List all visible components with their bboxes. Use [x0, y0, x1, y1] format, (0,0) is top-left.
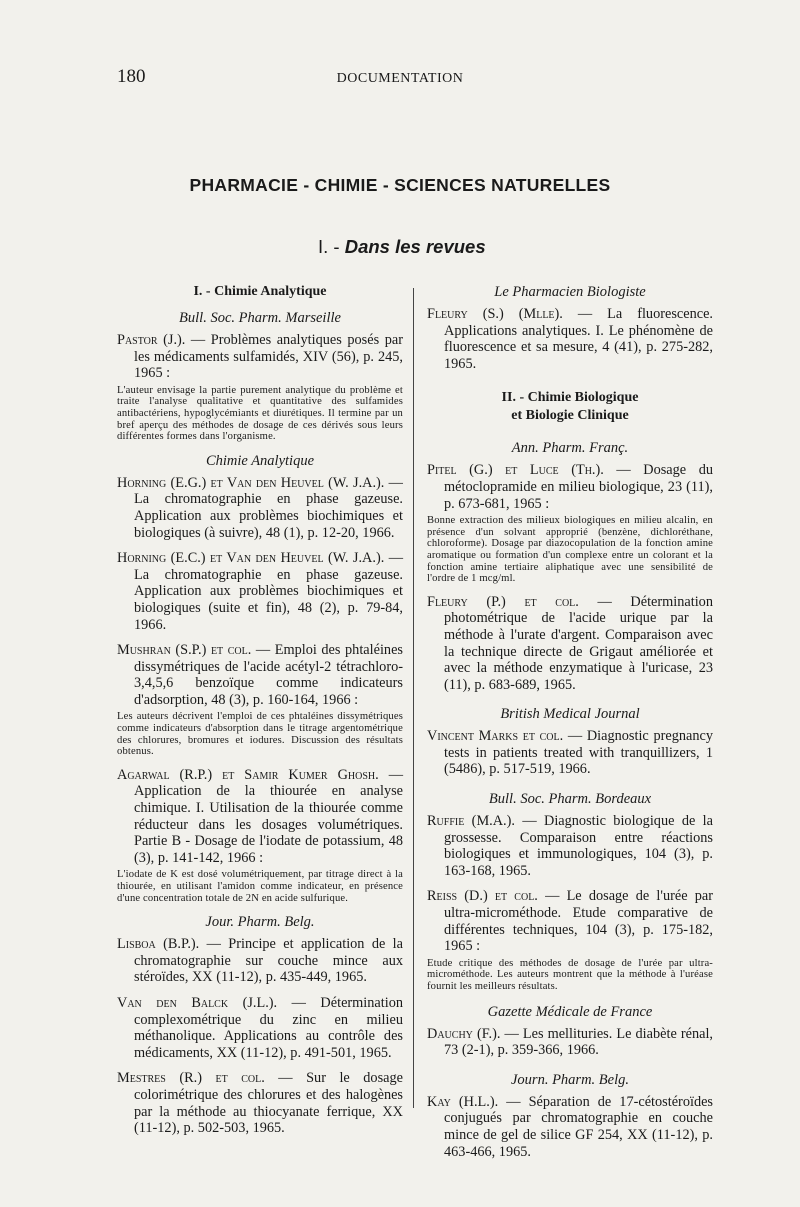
bibliography-entry	[117, 332, 403, 382]
entry-abstract: Etude critique des méthodes de dosage de l'urée par ultra-microméthode. Les auteurs montrent que la méthode à l'uréase fournit les meilleurs résultats.	[427, 957, 713, 992]
entry-text: — La chromatographie en phase gazeuse. Application aux problèmes biochimiques et biologiques (suite et fin), 48 (2), p. 79-84, 1966.	[134, 550, 404, 633]
entry-text: — Diagnostic pregnancy tests in patients treated with tranquillizers, 1 (5486), p. 517-519, 1966.	[444, 728, 713, 778]
journal-heading: Journ. Pharm. Belg.	[511, 1071, 629, 1088]
bibliography-entry	[427, 728, 713, 778]
journal-heading: Jour. Pharm. Belg.	[205, 914, 315, 931]
bibliography-entry	[117, 550, 403, 633]
entry-author: Mushran (S.P.) et col.	[117, 642, 252, 659]
entry-author: Agarwal (R.P.) et Samir Kumer Ghosh.	[117, 766, 379, 783]
entry-author: Dauchy (F.).	[427, 1025, 501, 1042]
entry-author: Horning (E.C.) et Van den Heuvel (W. J.A.).	[117, 550, 385, 567]
entry-author: Reiss (D.) et col.	[427, 888, 538, 905]
entry-author: Horning (E.G.) et Van den Heuvel (W. J.A.).	[117, 474, 385, 491]
entry-text: — Détermination photométrique de l'acide urique par la méthode à l'urate d'argent. Comparaison avec la technique directe de Grigaut améliorée et avec la méthode enzymatique à l'uricase, 23 (11), p. 683-689, 1965.	[444, 593, 713, 693]
bibliography-entry	[427, 462, 713, 512]
journal-heading: Bull. Soc. Pharm. Marseille	[179, 310, 341, 326]
entry-text: — Détermination complexométrique du zinc en milieu méthanolique. Applications au contrôle des médicaments, XX (11-12), p. 491-501, 1965.	[134, 994, 403, 1061]
bibliography-entry	[117, 936, 403, 986]
right-column	[427, 283, 713, 1163]
journal-heading: Bull. Soc. Pharm. Bordeaux	[488, 791, 652, 808]
journal-heading: Le Pharmacien Biologiste	[494, 284, 646, 300]
entry-author: Van den Balck (J.L.).	[117, 994, 278, 1011]
entry-author: Kay (H.L.).	[427, 1093, 499, 1110]
subsection-name: Dans les revues	[344, 236, 486, 257]
column-divider	[413, 288, 414, 1108]
entry-text: — La chromatographie en phase gazeuse. Application aux problèmes biochimiques et biologiques (à suivre), 48 (1), p. 12-20, 1966.	[134, 474, 403, 541]
bibliography-entry	[427, 1094, 713, 1160]
journal-heading: British Medical Journal	[500, 706, 640, 723]
entry-text: — Application de la thiourée en analyse chimique. I. Utilisation de la thiourée comme réducteur dans les dosages volumétriques. Partie B - Dosage de l'iodate de potassium, 48 (3), p. 141-142, 1966 :	[134, 766, 403, 866]
entry-abstract: L'auteur envisage la partie purement analytique du problème et traite l'analyse qualitative et quantitative des sulfamides antibactériens, hypoglycémiants et diurétiques. Il termine par un bref aperçu des méthodes de dosage de ces dérivés sous leurs différentes formes dans l'organisme.	[117, 384, 403, 443]
entry-text: — Diagnostic biologique de la grossesse. Comparaison entre réactions biologiques et immunologiques, 104 (3), p. 163-168, 1965.	[444, 813, 713, 879]
bibliography-entry	[427, 306, 713, 372]
bibliography-entry	[117, 642, 403, 708]
entry-author: Fleury (S.) (Mlle).	[427, 306, 563, 322]
entry-author: Vincent Marks et col.	[427, 728, 564, 745]
bibliography-entry	[427, 813, 713, 879]
bibliography-entry	[427, 888, 713, 954]
bibliography-entry	[117, 1070, 403, 1136]
entry-text: — Le dosage de l'urée par ultra-microméthode. Etude comparative de différentes techniques, 104 (3), p. 175-182, 1965 :	[444, 888, 713, 955]
entry-text: — Problèmes analytiques posés par les médicaments sulfamidés, XIV (56), p. 245, 1965 :	[134, 332, 403, 382]
journal-heading: Gazette Médicale de France	[487, 1003, 653, 1020]
heading-chimie-analytique: I. - Chimie Analytique	[193, 284, 327, 299]
entry-text: — Séparation de 17-cétostéroïdes conjugués par chromatographie en couche mince de gel de silice GF 254, XX (11-12), p. 463-466, 1965.	[444, 1093, 713, 1160]
entry-text: — Emploi des phtaléines dissymétriques de l'acide acétyl-2 tétrachloro-3,4,5,6 benzoïque comme indicateurs d'adsorption, 48 (3), p. 160-164, 1966 :	[134, 642, 403, 708]
entry-text: — La fluorescence. Applications analytiques. I. Le phénomène de fluorescence et sa mesure, 4 (41), p. 275-282, 1965.	[444, 306, 713, 372]
entry-author: Lisboa (B.P.).	[117, 936, 200, 953]
heading-biologie-clinique: et Biologie Clinique	[511, 408, 629, 424]
bibliography-entry	[427, 1026, 713, 1059]
subsection-title	[318, 236, 486, 258]
running-head: DOCUMENTATION	[336, 71, 464, 86]
section-title: PHARMACIE - CHIMIE - SCIENCES NATURELLES	[189, 175, 611, 195]
bibliography-entry	[117, 767, 403, 867]
journal-heading: Chimie Analytique	[205, 452, 315, 469]
entry-text: — Principe et application de la chromatographie sur couche mince aux stéroïdes, XX (11-12), p. 435-449, 1965.	[134, 936, 403, 986]
entry-text: — Les mellituries. Le diabète rénal, 73 (2-1), p. 359-366, 1966.	[444, 1025, 714, 1059]
journal-heading: Ann. Pharm. Franç.	[511, 440, 629, 457]
entry-author: Fleury (P.) et col.	[427, 593, 579, 610]
left-column	[117, 283, 403, 1140]
entry-author: Ruffie (M.A.).	[427, 813, 515, 830]
bibliography-entry	[427, 594, 713, 694]
page-number: 180	[117, 66, 146, 87]
entry-abstract: L'iodate de K est dosé volumétriquement, par titrage direct à la thiourée, en utilisant l'amidon comme indicateur, en présence d'une concentration totale de 2N en acide sulfurique.	[117, 869, 403, 904]
bibliography-entry	[117, 475, 403, 541]
entry-author: Pitel (G.) et Luce (Th.).	[427, 462, 604, 479]
entry-abstract: Bonne extraction des milieux biologiques en milieu alcalin, en présence d'un solvant approprié (benzène, dichloréthane, chloroforme). Dosage par diazocopulation de la fonction amine aromatique ou formation d'un complexe entre un colorant et la fonction amine tertiaire aliphatique avec une sensibilité de l'ordre de 1 mcg/ml.	[427, 515, 713, 585]
entry-author: Mestres (R.) et col.	[117, 1070, 265, 1087]
heading-chimie-biologique: II. - Chimie Biologique	[501, 390, 639, 406]
entry-abstract: Les auteurs décrivent l'emploi de ces phtaléines dissymétriques comme indicateurs d'absorption dans le titrage argentométrique des chlorures, bromures et iodures. Discussion des résultats obtenus.	[117, 711, 403, 758]
entry-text: — Dosage du métoclopramide en milieu biologique, 23 (11), p. 673-681, 1965 :	[444, 462, 713, 512]
bibliography-entry	[117, 995, 403, 1061]
entry-author: Pastor (J.).	[117, 332, 186, 348]
entry-text: — Sur le dosage colorimétrique des chlorures et des halogènes par la méthode au thiocyanate ferrique, XX (11-12), p. 502-503, 1965.	[134, 1070, 403, 1137]
subsection-number: I. -	[318, 236, 340, 257]
